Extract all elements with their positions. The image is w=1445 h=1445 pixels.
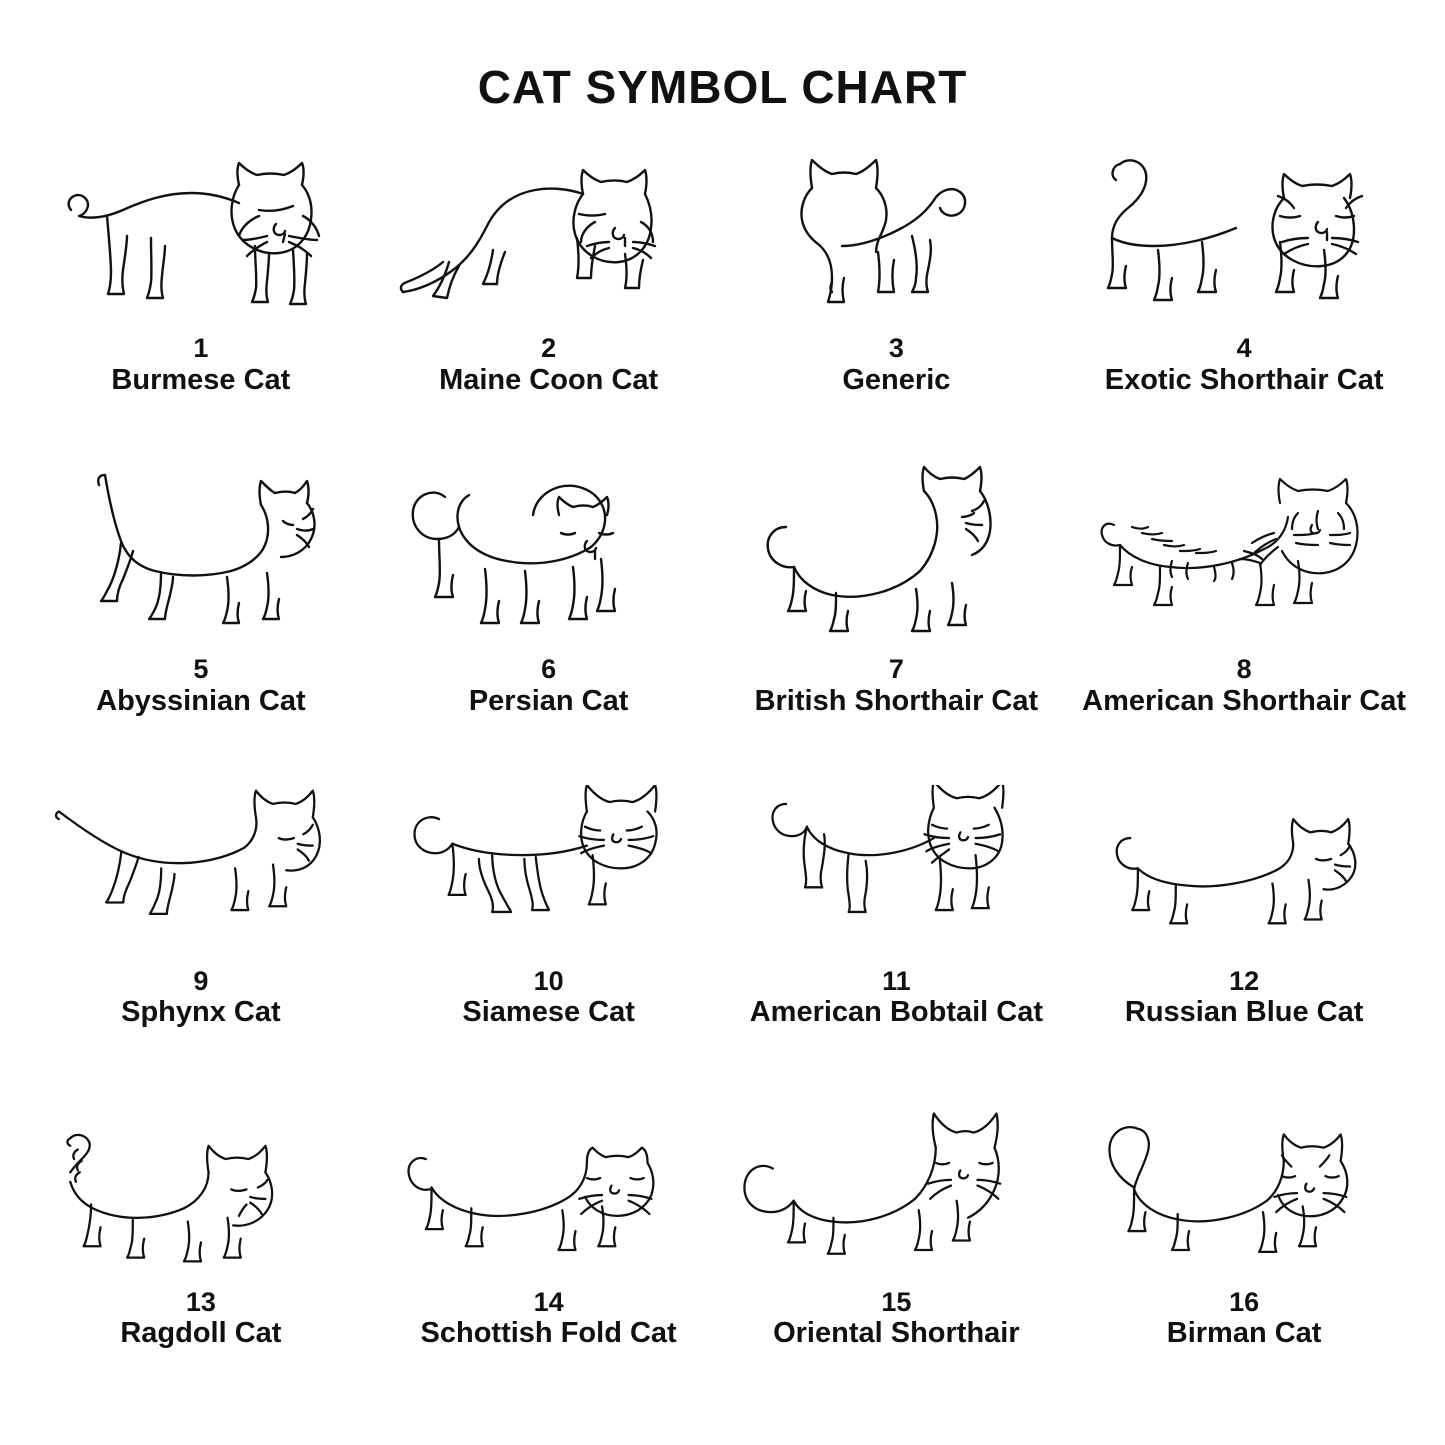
item-number: 9	[193, 965, 209, 996]
item-label: Burmese Cat	[111, 363, 291, 396]
item-number: 7	[888, 654, 904, 685]
chart-item	[378, 785, 720, 1104]
item-label: British Shorthair Cat	[754, 684, 1039, 717]
item-number: 11	[882, 965, 911, 996]
item-label: American Bobtail Cat	[749, 996, 1044, 1029]
item-number: 8	[1236, 654, 1252, 685]
item-label: Birman Cat	[1166, 1317, 1322, 1350]
item-label: Oriental Shorthair	[773, 1317, 1020, 1350]
item-number: 16	[1229, 1286, 1260, 1317]
symbol-grid	[30, 142, 1415, 1425]
chart-item	[1073, 785, 1415, 1104]
ragdoll-cat-icon	[41, 1106, 361, 1286]
chart-item	[1073, 142, 1415, 461]
item-number: 6	[541, 654, 557, 685]
chart-item	[1073, 1106, 1415, 1425]
item-number: 10	[533, 965, 564, 996]
item-label: Siamese Cat	[462, 996, 635, 1029]
item-label: Schottish Fold Cat	[420, 1317, 677, 1350]
chart-item	[726, 142, 1068, 461]
sphynx-cat-icon	[41, 785, 361, 965]
british-shorthair-cat-icon	[736, 463, 1056, 653]
item-label: Russian Blue Cat	[1124, 996, 1364, 1029]
chart-item	[726, 785, 1068, 1104]
chart-item	[30, 463, 372, 782]
item-number: 2	[541, 333, 557, 363]
item-number: 14	[533, 1286, 564, 1317]
item-label: Abyssinian Cat	[96, 684, 306, 717]
item-label: Ragdoll Cat	[120, 1317, 282, 1350]
chart-item	[30, 142, 372, 461]
chart-item	[378, 142, 720, 461]
item-label: Maine Coon Cat	[439, 363, 659, 396]
item-label: Persian Cat	[468, 684, 629, 717]
maine-coon-cat-icon	[389, 142, 709, 332]
chart-item	[378, 1106, 720, 1425]
birman-cat-icon	[1084, 1106, 1404, 1286]
american-bobtail-cat-icon	[736, 785, 1056, 965]
item-label: Exotic Shorthair Cat	[1104, 363, 1384, 396]
american-shorthair-cat-icon	[1084, 463, 1404, 653]
item-label: Generic	[842, 363, 951, 396]
abyssinian-cat-icon	[41, 463, 361, 653]
item-number: 15	[881, 1286, 912, 1317]
chart-item	[30, 785, 372, 1104]
chart-item	[378, 463, 720, 782]
chart-item	[30, 1106, 372, 1425]
item-label: Sphynx Cat	[121, 996, 281, 1029]
persian-cat-icon	[389, 463, 709, 653]
chart-item	[726, 463, 1068, 782]
exotic-shorthair-cat-icon	[1084, 142, 1404, 332]
chart-item	[726, 1106, 1068, 1425]
siamese-cat-icon	[389, 785, 709, 965]
item-label: American Shorthair Cat	[1082, 684, 1407, 717]
page-title: CAT SYMBOL CHART	[477, 61, 968, 113]
oriental-shorthair-cat-icon	[736, 1106, 1056, 1286]
schottish-fold-cat-icon	[389, 1106, 709, 1286]
generic-cat-icon	[736, 142, 1056, 332]
item-number: 1	[193, 333, 209, 363]
chart-item	[1073, 463, 1415, 782]
item-number: 13	[185, 1286, 216, 1317]
russian-blue-cat-icon	[1084, 785, 1404, 965]
item-number: 5	[193, 654, 209, 685]
item-number: 12	[1229, 965, 1260, 996]
burmese-cat-icon	[41, 142, 361, 332]
item-number: 3	[888, 333, 904, 363]
item-number: 4	[1236, 333, 1252, 363]
